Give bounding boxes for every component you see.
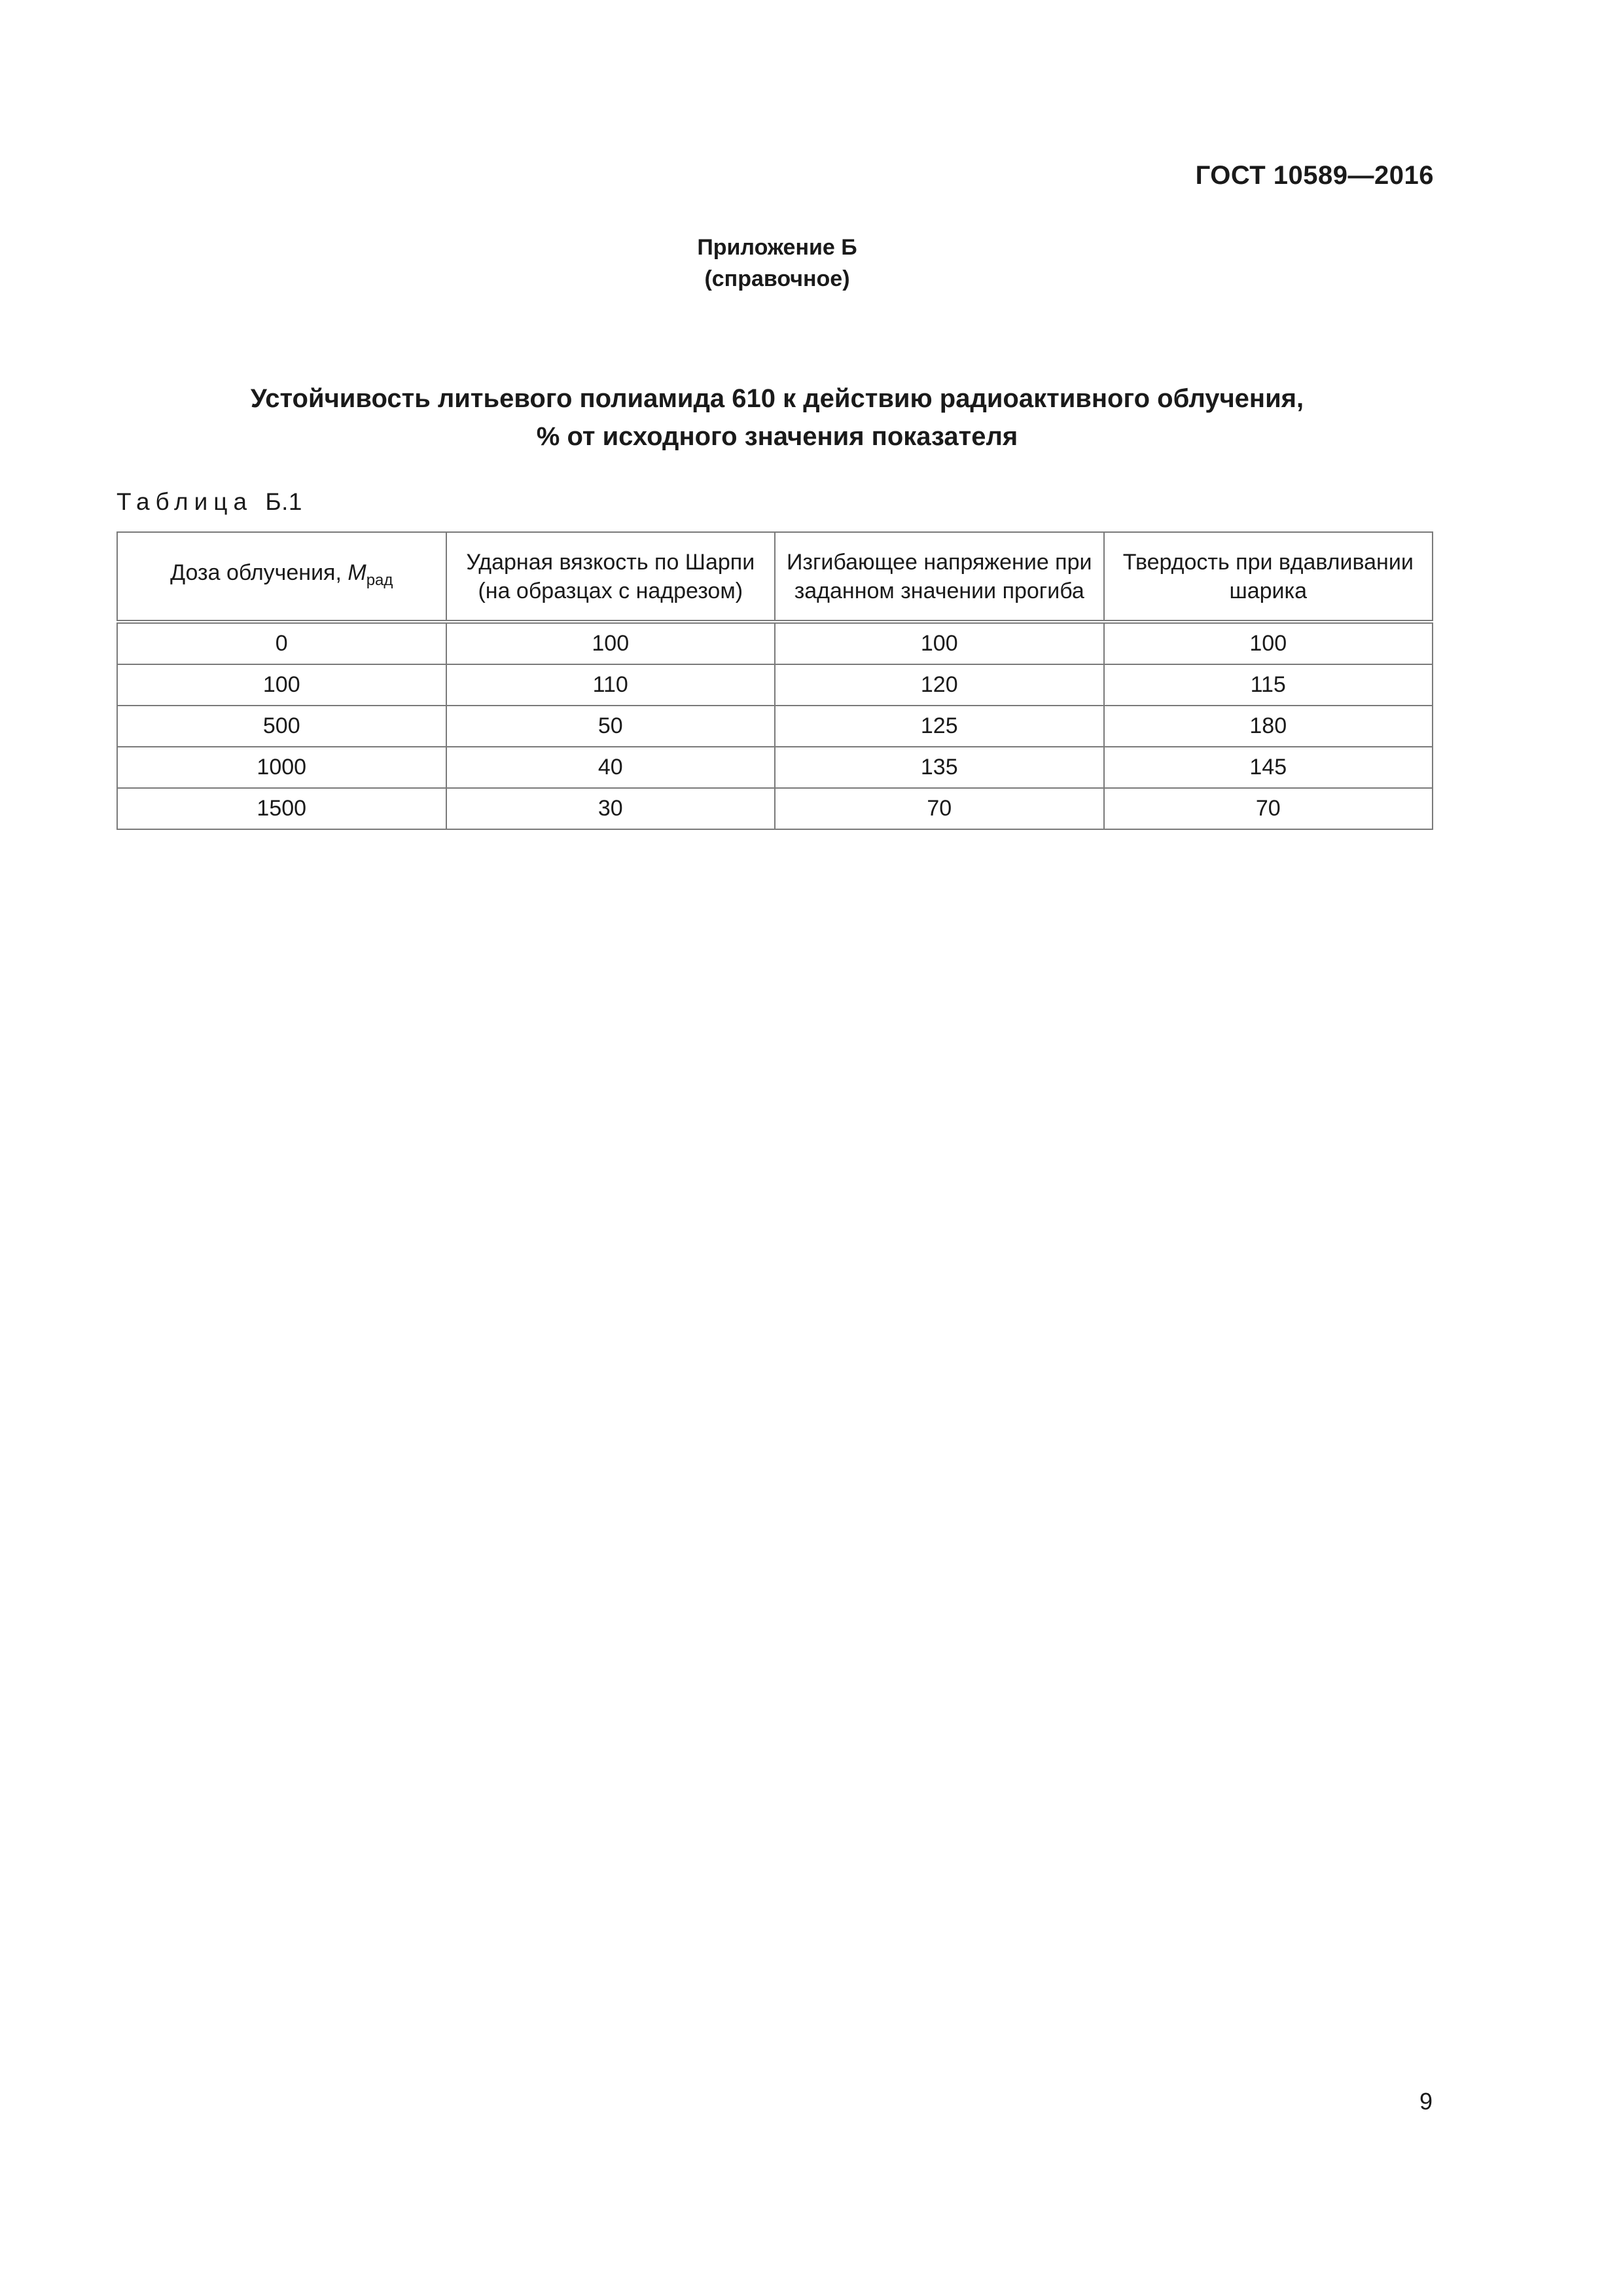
header-dose-symbol: M xyxy=(348,560,366,585)
cell-ball-hardness: 180 xyxy=(1104,706,1433,747)
page-title xyxy=(0,380,1554,456)
page-number: 9 xyxy=(1419,2088,1433,2115)
cell-impact-strength: 110 xyxy=(446,664,776,706)
cell-impact-strength: 50 xyxy=(446,706,776,747)
appendix-heading xyxy=(0,232,1554,295)
table-caption-word: Таблица xyxy=(116,488,253,515)
cell-ball-hardness: 100 xyxy=(1104,622,1433,664)
header-impact-strength xyxy=(446,532,776,622)
appendix-kind: (справочное) xyxy=(704,266,850,291)
header-bending-stress xyxy=(775,532,1104,622)
header-bending-stress-line-2: заданном значении прогиба xyxy=(794,578,1084,603)
cell-bending-stress: 70 xyxy=(775,788,1104,829)
cell-ball-hardness: 115 xyxy=(1104,664,1433,706)
header-impact-strength-line-2: (на образцах с надрезом) xyxy=(478,578,743,603)
table-row xyxy=(117,664,1433,706)
header-dose-subscript: рад xyxy=(366,571,393,589)
cell-dose: 500 xyxy=(117,706,446,747)
header-dose-text: Доза облучения, xyxy=(170,560,348,585)
table-row xyxy=(117,622,1433,664)
table-caption-number: Б.1 xyxy=(265,488,302,515)
table-row xyxy=(117,706,1433,747)
table-caption xyxy=(116,488,302,516)
page-title-line-2: % от исходного значения показателя xyxy=(536,422,1018,451)
header-ball-hardness-line-1: Твердость при вдавливании xyxy=(1122,549,1414,575)
header-bending-stress-line-1: Изгибающее напряжение при xyxy=(786,549,1092,575)
table-row xyxy=(117,788,1433,829)
cell-bending-stress: 125 xyxy=(775,706,1104,747)
cell-bending-stress: 120 xyxy=(775,664,1104,706)
cell-impact-strength: 30 xyxy=(446,788,776,829)
cell-dose: 1000 xyxy=(117,747,446,788)
appendix-label: Приложение Б xyxy=(697,235,857,260)
cell-impact-strength: 40 xyxy=(446,747,776,788)
data-table xyxy=(116,531,1433,830)
cell-impact-strength: 100 xyxy=(446,622,776,664)
cell-dose: 1500 xyxy=(117,788,446,829)
document-code: ГОСТ 10589—2016 xyxy=(1195,161,1434,190)
table-row xyxy=(117,747,1433,788)
header-ball-hardness xyxy=(1104,532,1433,622)
header-dose xyxy=(117,532,446,622)
cell-dose: 0 xyxy=(117,622,446,664)
cell-ball-hardness: 145 xyxy=(1104,747,1433,788)
cell-dose: 100 xyxy=(117,664,446,706)
page-title-line-1: Устойчивость литьевого полиамида 610 к действию радиоактивного облучения, xyxy=(250,384,1304,413)
header-ball-hardness-line-2: шарика xyxy=(1229,578,1308,603)
cell-bending-stress: 135 xyxy=(775,747,1104,788)
cell-ball-hardness: 70 xyxy=(1104,788,1433,829)
cell-bending-stress: 100 xyxy=(775,622,1104,664)
table-header-row xyxy=(117,532,1433,622)
header-impact-strength-line-1: Ударная вязкость по Шарпи xyxy=(466,549,755,575)
